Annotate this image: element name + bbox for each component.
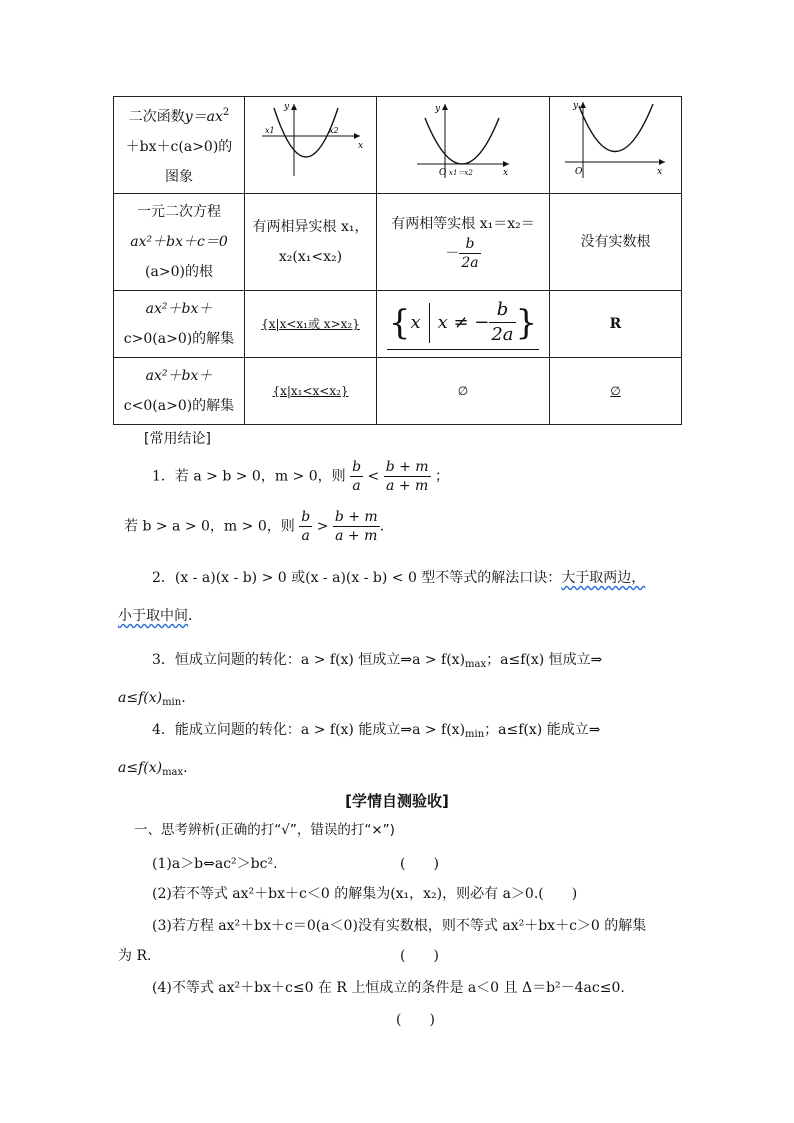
- conclusion-item-3-cont: $a\le f(x)_{min}$.: [118, 690, 186, 708]
- graph-two-roots: [245, 97, 377, 194]
- conclusions-header: [常用结论]: [144, 431, 211, 447]
- svg-text:y: y: [572, 100, 578, 111]
- quiz-question-2: (2)若不等式 ax²＋bx＋c＜0 的解集为(x₁，x₂)，则必有 a＞0.( ): [152, 886, 578, 902]
- conclusion-item-4: 4．能成立问题的转化：a > f(x) 能成立⇒a > $f(x)_{min}$；a≤f(x) 能成立⇒: [152, 722, 601, 740]
- svg-text:y: y: [435, 103, 441, 114]
- svg-text:x1: x1: [264, 125, 275, 135]
- quiz-answer-1[interactable]: ( ): [400, 856, 439, 872]
- table-row-roots: [114, 194, 682, 291]
- graph-double-root: [377, 97, 550, 194]
- quiz-question-3-cont: 为 R.: [118, 948, 152, 964]
- cell-less-double-root: ∅: [377, 358, 550, 425]
- set-expression: { x x ≠ − $\frac{b}{2a}$ }: [387, 298, 539, 350]
- table-row-graph: [114, 97, 682, 194]
- quiz-question-1: (1)a＞b⇔ac²＞bc².: [152, 856, 278, 872]
- parabola-no-root-graph: [561, 98, 671, 182]
- svg-text:O: O: [574, 166, 582, 177]
- svg-text:y: y: [283, 101, 289, 112]
- cell-no-root: 没有实数根: [550, 194, 682, 291]
- conclusion-item-1: 1．若 a > b > 0，m > 0，则 $\frac{b}{a}$ < $\frac{b + m}{a + m}$ ；: [152, 459, 450, 494]
- cell-less-two-roots: {x|x₁<x<x₂}: [245, 358, 377, 425]
- cell-greater-double-root: [377, 291, 550, 358]
- svg-text:x: x: [656, 166, 662, 177]
- table-row-less-solution: [114, 358, 682, 425]
- table-row-greater-solution: [114, 291, 682, 358]
- svg-text:O: O: [439, 167, 447, 178]
- cell-two-roots: 有两相异实根 x₁， x₂(x₁<x₂): [245, 194, 377, 291]
- row-label-greater: ax²＋bx＋ c>0(a>0)的解集: [114, 291, 245, 358]
- conclusion-item-1b: 若 b > a > 0，m > 0，则 $\frac{b}{a}$ > $\frac{b + m}{a + m}$ .: [124, 509, 385, 544]
- conclusion-item-3: 3．恒成立问题的转化：a > f(x) 恒成立⇒a > $f(x)_{max}$；a≤f(x) 恒成立⇒: [152, 652, 603, 670]
- parabola-double-root-graph: [413, 98, 513, 182]
- svg-text:x: x: [357, 140, 363, 151]
- svg-text:x: x: [503, 167, 509, 178]
- row-label-graph: 二次函数$y=ax^2$ ＋bx＋c(a>0)的 图象: [114, 97, 245, 194]
- quiz-question-4: (4)不等式 ax²＋bx＋c≤0 在 R 上恒成立的条件是 a＜0 且 Δ＝b²－4ac≤0.: [152, 980, 625, 996]
- cell-less-no-root: ∅: [550, 358, 682, 425]
- quiz-question-3: (3)若方程 ax²＋bx＋c＝0(a＜0)没有实数根，则不等式 ax²＋bx＋c＞0 的解集: [152, 918, 647, 934]
- parabola-two-roots-graph: [256, 100, 366, 180]
- row-label-roots: 一元二次方程 ax²＋bx＋c＝0 (a>0)的根: [114, 194, 245, 291]
- cell-greater-two-roots: {x|x<x₁或 x>x₂}: [245, 291, 377, 358]
- quiz-answer-4[interactable]: ( ): [396, 1012, 435, 1028]
- cell-greater-no-root: R: [550, 291, 682, 358]
- row-label-less: ax²＋bx＋ c<0(a>0)的解集: [114, 358, 245, 425]
- graph-no-root: [550, 97, 682, 194]
- cell-double-root: 有两相等实根 x₁＝x₂＝ － $\frac{b}{2a}$: [377, 194, 550, 291]
- conclusion-item-2-cont: 小于取中间．: [118, 608, 202, 624]
- conclusion-item-2: 2．(x - a)(x - b) > 0 或(x - a)(x - b) < 0 型不等式的解法口诀：大于取两边，: [152, 570, 646, 586]
- quiz-section-title: [学情自测验收]: [345, 792, 449, 810]
- conclusion-item-4-cont: $a\le f(x)_{max}$.: [118, 760, 188, 778]
- svg-text:x1＝x2: x1＝x2: [449, 168, 473, 177]
- quiz-answer-3[interactable]: ( ): [400, 948, 439, 964]
- svg-text:x2: x2: [328, 125, 339, 135]
- quadratic-summary-table: [113, 96, 682, 425]
- quiz-part-1: 一、思考辨析(正确的打“√”，错误的打“×”): [134, 822, 395, 838]
